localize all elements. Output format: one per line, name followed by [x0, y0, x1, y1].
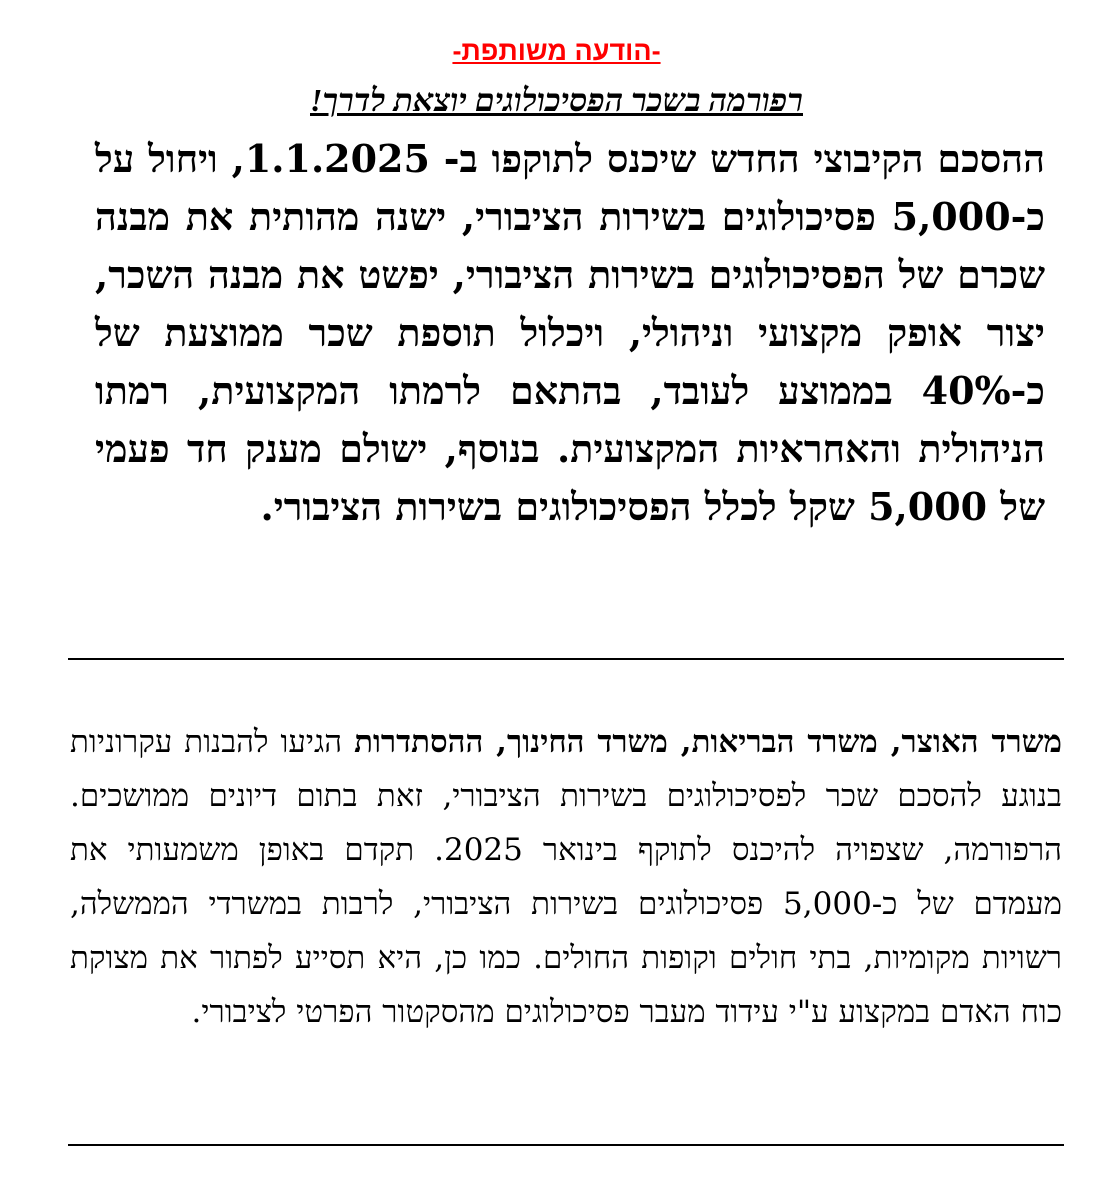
page-title: רפורמה בשכר הפסיכולוגים יוצאת לדרך! — [310, 82, 803, 118]
lead-paragraph: ההסכם הקיבוצי החדש שיכנס לתוקפו ב- 1.1.2025, ויחול על כ-5,000 פסיכולוגים בשירות הציבורי, ישנה מהותית את מבנה שכרם של הפסיכולוגים בשירות הציבורי, יפשט את מבנה השכר, יצור אופק מקצועי וניהולי, ויכלול תוספת שכר ממוצעת של כ-40% בממוצע לעובד, בהתאם לרמתו המקצועית, רמתו הניהולית והאחראיות המקצועית. בנוסף, ישולם מענק חד פעמי של 5,000 שקל לכלל הפסיכולוגים בשירות הציבורי. — [95, 136, 1045, 529]
body-bold-opening: משרד האוצר, משרד הבריאות, משרד החינוך, ההסתדרות — [354, 724, 1062, 760]
body-paragraph-text: הגיעו להבנות עקרוניות בנוגע להסכם שכר לפסיכולוגים בשירות הציבורי, זאת בתום דיונים ממושכים. הרפורמה, שצפויה להיכנס לתוקף בינואר 2025. תקדם באופן משמעותי את מעמדם של כ-5,000 פסיכולוגים בשירות הציבורי, לרבות במשרדי הממשלה, רשויות מקומיות, בתי חולים וקופות החולים. כמו כן, היא תסייע לפתור את מצוקת כוח האדם במקצוע ע"י עידוד מעבר פסיכולוגים מהסקטור הפרטי לציבורי. — [70, 724, 1063, 1030]
bottom-divider — [68, 1144, 1064, 1146]
section-divider — [68, 658, 1064, 660]
body-paragraph — [70, 715, 1062, 1039]
joint-announcement-label: -הודעה משותפת- — [452, 36, 661, 66]
